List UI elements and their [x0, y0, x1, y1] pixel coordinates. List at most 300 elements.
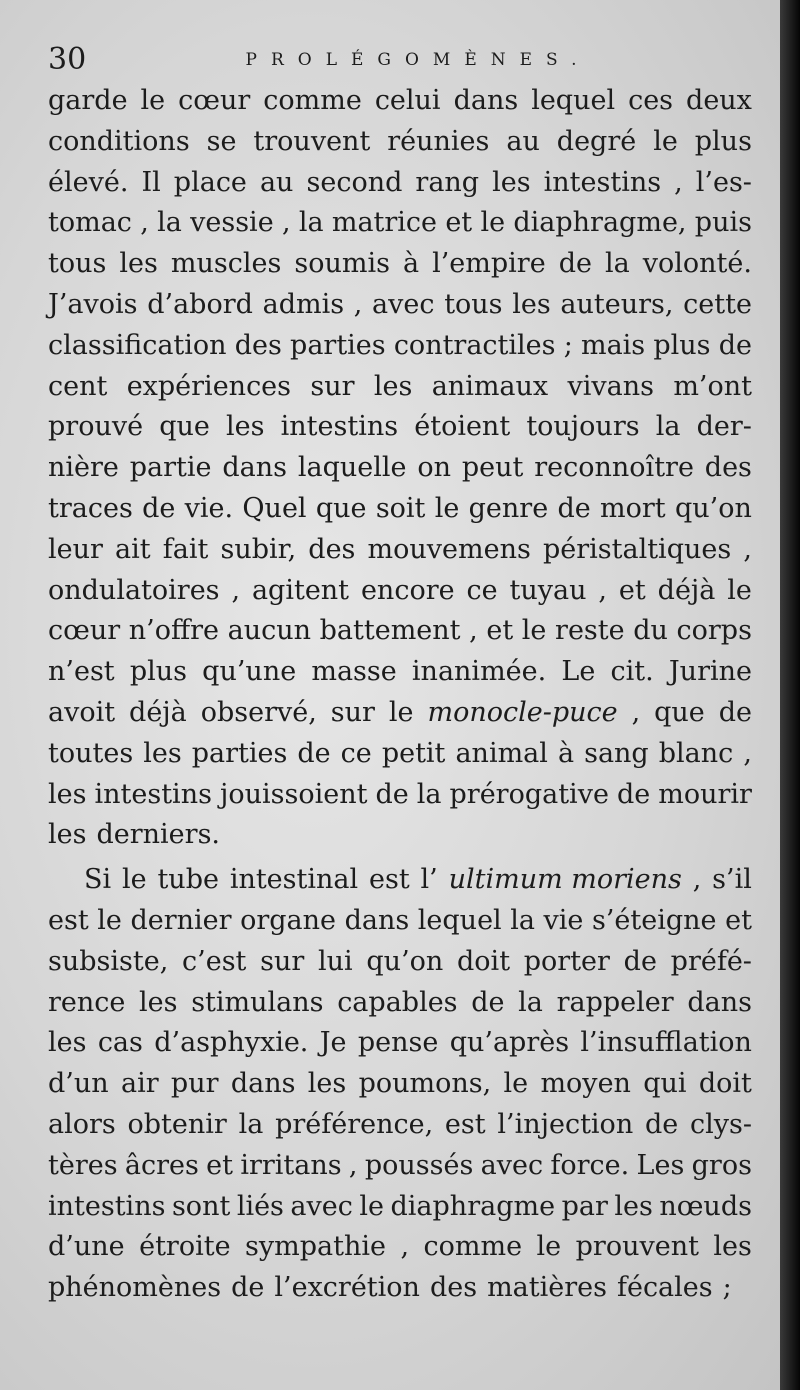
word: ces — [628, 85, 674, 116]
word: dans — [453, 85, 519, 116]
word: , — [598, 574, 607, 606]
word: , — [353, 288, 363, 320]
word: vie — [543, 904, 584, 936]
word: soumis — [294, 248, 390, 280]
word: pur — [170, 1068, 219, 1100]
word: les — [512, 288, 551, 320]
word: se — [206, 125, 237, 157]
word: sur — [310, 370, 355, 402]
word: le — [388, 696, 414, 728]
word: trouvent — [253, 125, 371, 157]
word: nière — [48, 452, 119, 484]
word: classification — [48, 329, 227, 361]
word: mais — [580, 329, 646, 361]
word: ce — [466, 574, 498, 606]
word: qu’après — [449, 1027, 570, 1059]
word: que — [159, 411, 210, 443]
word: les — [614, 1190, 653, 1222]
text-line — [48, 1187, 752, 1228]
word: organe — [240, 904, 337, 936]
word: phénomènes — [48, 1272, 222, 1304]
word: que — [654, 696, 705, 728]
word: volonté. — [642, 248, 752, 280]
word: plus — [694, 125, 752, 157]
word: diaphragme — [390, 1190, 556, 1222]
word: leur — [48, 533, 103, 565]
word: J’avois — [48, 288, 138, 320]
word: celui — [374, 85, 441, 116]
body-text — [48, 81, 752, 1309]
italic-word: monocle-puce — [427, 696, 618, 728]
word: partie — [129, 452, 212, 484]
word: porter — [523, 945, 610, 977]
word-space — [477, 1268, 487, 1309]
word: de — [558, 248, 592, 280]
word: irritans — [240, 1149, 342, 1181]
paragraph — [48, 860, 752, 1309]
word: des — [308, 533, 356, 565]
word: à — [402, 248, 420, 280]
word: le — [521, 615, 547, 647]
word: corps — [676, 615, 752, 647]
word: les — [713, 1231, 752, 1263]
word: blanc — [658, 737, 734, 769]
word: les — [373, 370, 413, 402]
word: intestins — [94, 778, 212, 810]
text-line — [48, 1064, 752, 1105]
word: cas — [97, 1027, 143, 1059]
word-space — [607, 1268, 617, 1309]
word: le — [140, 85, 166, 116]
text-line — [48, 1146, 752, 1187]
page-number: 30 — [48, 42, 87, 77]
word: l’injection — [497, 1108, 634, 1140]
word: et — [445, 207, 473, 239]
word: le — [121, 864, 147, 896]
word: et — [618, 574, 646, 606]
word: d’une — [48, 1231, 125, 1263]
text-line — [48, 1227, 752, 1268]
word: préfé- — [670, 945, 752, 977]
word: poussés — [364, 1149, 474, 1181]
text-line — [48, 1023, 752, 1064]
word: tous — [48, 248, 107, 280]
word: , — [281, 207, 291, 239]
word: gros — [691, 1149, 752, 1181]
word: le — [97, 904, 122, 936]
word: Le — [561, 656, 596, 688]
word: au — [506, 125, 540, 157]
word: de — [231, 1272, 265, 1304]
word: du — [633, 615, 668, 647]
word: péristaltiques — [542, 533, 732, 565]
word: plus — [653, 329, 711, 361]
word: pense — [357, 1027, 439, 1059]
word: de — [718, 329, 752, 361]
word: moyen — [540, 1068, 631, 1100]
word: degré — [556, 125, 637, 157]
word: s’il — [712, 864, 752, 896]
text-line — [48, 734, 752, 775]
word: aucun — [227, 615, 312, 647]
word: cent — [48, 370, 108, 402]
word: déjà — [129, 696, 187, 728]
word: des — [429, 1272, 478, 1304]
word: intestins — [543, 166, 662, 198]
word: subir, — [220, 533, 297, 565]
word-space — [264, 1268, 274, 1309]
word: Les — [636, 1149, 685, 1181]
word: les — [48, 819, 87, 851]
text-line — [48, 983, 752, 1024]
word: , — [140, 207, 149, 239]
word: , — [743, 737, 752, 769]
word: fait — [162, 533, 209, 565]
word: est — [48, 904, 89, 936]
word: prouvent — [575, 1231, 699, 1263]
word: traces — [48, 492, 133, 524]
text-line — [48, 530, 752, 571]
word: jouissoient — [219, 778, 368, 810]
word: de — [375, 778, 409, 810]
text-line — [48, 942, 752, 983]
text-line — [48, 163, 752, 204]
text-line — [48, 203, 752, 244]
text-line — [48, 693, 752, 734]
word: petit — [381, 737, 446, 769]
word: rence — [48, 986, 126, 1018]
text-line — [48, 611, 752, 652]
word: laquelle — [297, 452, 407, 484]
word: les — [226, 411, 265, 443]
word: préférence, — [275, 1108, 434, 1140]
word: dans — [344, 904, 410, 936]
word: la — [238, 1108, 264, 1140]
word: reste — [555, 615, 625, 647]
word: élevé. — [48, 166, 129, 198]
word: avec — [290, 1190, 353, 1222]
word: est — [368, 864, 410, 896]
word: poumons, — [358, 1068, 492, 1100]
word: dans — [230, 1068, 296, 1100]
word: , — [674, 166, 683, 198]
word: déjà — [657, 574, 716, 606]
word: stimulans — [191, 986, 324, 1018]
word: l’empire — [432, 248, 546, 280]
word: toujours — [526, 411, 640, 443]
word: de — [616, 778, 651, 810]
word: lequel — [417, 904, 502, 936]
word: de — [297, 737, 331, 769]
word: et — [206, 1149, 234, 1181]
text-line — [48, 489, 752, 530]
word-space — [221, 1268, 231, 1309]
word: l’insufflation — [580, 1027, 752, 1059]
running-title: PROLÉGOMÈNES. — [245, 50, 591, 70]
word: genre — [468, 492, 549, 524]
word: place — [173, 166, 247, 198]
word: comme — [263, 85, 362, 116]
text-line — [48, 448, 752, 489]
word: sur — [330, 696, 375, 728]
word: encore — [360, 574, 455, 606]
word: diaphragme, — [513, 207, 687, 239]
word: d’un — [48, 1068, 109, 1100]
word: est — [444, 1108, 486, 1140]
word: de — [142, 492, 176, 524]
word: peut — [461, 452, 524, 484]
word: contractiles — [393, 329, 556, 361]
word: que — [315, 492, 367, 524]
word: expériences — [126, 370, 292, 402]
word: prérogative — [449, 778, 609, 810]
word: conditions — [48, 125, 190, 157]
word: parties — [191, 737, 288, 769]
word: prouvé — [48, 411, 144, 443]
word: ; — [722, 1272, 732, 1304]
word: Je — [319, 1027, 347, 1059]
word: la — [655, 411, 681, 443]
word: c’est — [182, 945, 247, 977]
word: cit. — [610, 656, 654, 688]
word: avec — [480, 1149, 544, 1181]
word: lui — [318, 945, 353, 977]
word: reconnoître — [534, 452, 694, 484]
word: derniers. — [96, 819, 221, 851]
book-edge-shadow — [780, 0, 800, 1390]
italic-word: ultimum moriens — [448, 864, 682, 896]
word: ; — [563, 329, 573, 361]
word: doit — [457, 945, 511, 977]
running-head — [48, 42, 748, 78]
word: sang — [584, 737, 649, 769]
word: second — [306, 166, 403, 198]
word: avoit — [48, 696, 116, 728]
word: d’abord — [147, 288, 253, 320]
word: de — [644, 1108, 679, 1140]
text-line — [48, 1105, 752, 1146]
word: intestinal — [229, 864, 359, 896]
word: et — [486, 615, 514, 647]
word: liés — [236, 1190, 284, 1222]
word: parties — [290, 329, 386, 361]
word: , — [692, 864, 702, 896]
word: comme — [423, 1231, 523, 1263]
word: rang — [415, 166, 480, 198]
word: , — [743, 533, 752, 565]
word: observé, — [200, 696, 317, 728]
word: la — [157, 207, 182, 239]
word: s’éteigne — [591, 904, 717, 936]
word: vie. — [184, 492, 234, 524]
word: mort — [600, 492, 666, 524]
word: mouvemens — [367, 533, 531, 565]
text-line — [48, 1268, 752, 1309]
word: tous — [444, 288, 503, 320]
word: le — [536, 1231, 562, 1263]
word: mourir — [658, 778, 752, 810]
word: force. — [550, 1149, 630, 1181]
word: qu’on — [366, 945, 444, 977]
word: lequel — [531, 85, 616, 116]
word: on — [417, 452, 452, 484]
text-line — [48, 860, 752, 901]
word: , — [348, 1149, 358, 1181]
word: plus — [129, 656, 187, 688]
word: n’est — [48, 656, 115, 688]
text-line — [48, 652, 752, 693]
word: de — [557, 492, 591, 524]
word: agitent — [251, 574, 350, 606]
word: le — [727, 574, 752, 606]
word: toutes — [48, 737, 134, 769]
word: le — [359, 1190, 384, 1222]
word: cœur — [48, 615, 121, 647]
word: tères — [48, 1149, 118, 1181]
word: , — [400, 1231, 410, 1263]
word: des — [234, 329, 282, 361]
text-line — [48, 244, 752, 285]
word: par — [561, 1190, 608, 1222]
word: capables — [337, 986, 458, 1018]
word: réunies — [387, 125, 490, 157]
word: muscles — [170, 248, 282, 280]
word: la — [416, 778, 442, 810]
word: fécales — [616, 1272, 713, 1304]
word: la — [605, 248, 630, 280]
word: ondulatoires — [48, 574, 220, 606]
word: les — [48, 1027, 87, 1059]
word: admis — [262, 288, 345, 320]
word: rappeler — [556, 986, 674, 1018]
word: dans — [687, 986, 752, 1018]
word: Jurine — [668, 656, 752, 688]
paragraph — [48, 81, 752, 856]
word: qu’on — [674, 492, 752, 524]
word: tomac — [48, 207, 132, 239]
word: des — [704, 452, 752, 484]
word: de — [471, 986, 505, 1018]
word: l’es- — [695, 166, 752, 198]
word: vessie — [190, 207, 274, 239]
text-line — [48, 815, 752, 856]
word: tube — [157, 864, 219, 896]
word: intestins — [48, 1190, 166, 1222]
word: subsiste, — [48, 945, 169, 977]
word: deux — [686, 85, 752, 116]
word: cette — [683, 288, 752, 320]
word: le — [653, 125, 678, 157]
word: l’ — [420, 864, 438, 896]
text-line — [48, 367, 752, 408]
word: la — [518, 986, 543, 1018]
word: les — [48, 778, 87, 810]
word: âcres — [124, 1149, 199, 1181]
word: sympathie — [245, 1231, 386, 1263]
text-line — [48, 326, 752, 367]
word: et — [725, 904, 752, 936]
word: au — [259, 166, 294, 198]
word: cœur — [178, 85, 251, 116]
word: d’asphyxie. — [154, 1027, 309, 1059]
word-space — [86, 815, 96, 856]
word: étoient — [414, 411, 511, 443]
text-line — [48, 775, 752, 816]
word: n’offre — [128, 615, 220, 647]
word: intestins — [280, 411, 399, 443]
word: qu’une — [202, 656, 297, 688]
text-line — [48, 285, 752, 326]
word: ait — [115, 533, 151, 565]
word: animal — [455, 737, 548, 769]
word: de — [718, 696, 752, 728]
word: la — [510, 904, 535, 936]
word: auteurs, — [560, 288, 674, 320]
word: doit — [698, 1068, 752, 1100]
word: étroite — [139, 1231, 231, 1263]
word: matières — [487, 1272, 607, 1304]
text-line — [48, 122, 752, 163]
word: Quel — [242, 492, 307, 524]
word: l’excrétion — [274, 1272, 420, 1304]
word: le — [503, 1068, 529, 1100]
word: dernier — [130, 904, 232, 936]
word: , — [231, 574, 241, 606]
word: matrice — [331, 207, 438, 239]
word: , — [469, 615, 478, 647]
text-line — [48, 81, 752, 122]
word: la — [298, 207, 324, 239]
word: soit — [375, 492, 426, 524]
word: dans — [222, 452, 288, 484]
word: les — [307, 1068, 347, 1100]
word: vivans — [567, 370, 654, 402]
word: battement — [319, 615, 461, 647]
word: air — [120, 1068, 159, 1100]
word: les — [492, 166, 531, 198]
word: garde — [48, 85, 128, 116]
word: animaux — [431, 370, 549, 402]
text-line — [48, 901, 752, 942]
word: tuyau — [509, 574, 587, 606]
word: qui — [643, 1068, 687, 1100]
word: à — [557, 737, 575, 769]
word: m’ont — [673, 370, 752, 402]
word: nœuds — [659, 1190, 752, 1222]
word: sont — [171, 1190, 231, 1222]
word: Si — [84, 864, 112, 896]
word: sur — [260, 945, 305, 977]
word: Il — [141, 166, 161, 198]
word-space — [420, 1268, 430, 1309]
word: alors — [48, 1108, 116, 1140]
word: les — [143, 737, 182, 769]
word: le — [434, 492, 460, 524]
word: puis — [694, 207, 752, 239]
word: der- — [696, 411, 752, 443]
word: masse — [311, 656, 397, 688]
word: clys- — [689, 1108, 752, 1140]
word: de — [623, 945, 657, 977]
word: avec — [372, 288, 435, 320]
word: obtenir — [127, 1108, 227, 1140]
word: ce — [340, 737, 372, 769]
word: les — [119, 248, 158, 280]
word: les — [139, 986, 178, 1018]
word: le — [480, 207, 506, 239]
word-space — [713, 1268, 723, 1309]
text-line — [48, 571, 752, 612]
